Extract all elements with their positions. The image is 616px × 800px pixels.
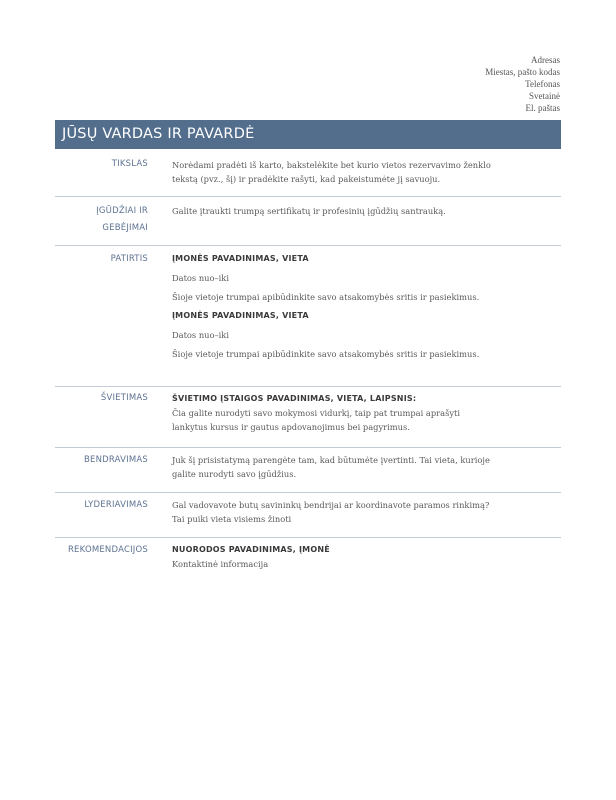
job-dates[interactable]: Datos nuo–iki (172, 273, 229, 283)
section-content-leadership (172, 498, 492, 526)
section-label-skills (55, 203, 148, 237)
section-label-skills-line2: GEBĖJIMAI (102, 223, 148, 233)
section-objective (55, 150, 561, 195)
job-dates[interactable]: Datos nuo–iki (172, 330, 229, 340)
section-label-communication: BENDRAVIMAS (83, 455, 148, 465)
section-skills (55, 196, 561, 244)
leadership-text[interactable]: Gal vadovavote butų savininkų bendrijai ar koordinavote paramos rinkimą? Tai puiki vieta visiems žinoti (172, 500, 490, 524)
section-content-experience (172, 252, 492, 361)
section-experience (55, 245, 561, 385)
section-content-communication (172, 453, 492, 481)
section-label-experience: PATIRTIS (110, 254, 148, 264)
section-content-education (172, 392, 492, 434)
name-header[interactable]: JŪSŲ VARDAS IR PAVARDĖ (55, 120, 561, 149)
section-leadership (55, 492, 561, 536)
contact-address[interactable]: Adresas (531, 55, 560, 65)
section-communication (55, 447, 561, 491)
skills-text[interactable]: Galite įtraukti trumpą sertifikatų ir profesinių įgūdžių santrauką. (172, 206, 446, 216)
section-content-skills (172, 204, 492, 218)
section-label-leadership: LYDERIAVIMAS (84, 500, 148, 510)
section-education (55, 386, 561, 446)
education-text[interactable]: Čia galite nurodyti savo mokymosi vidurkį, taip pat trumpai aprašyti lankytus kursus ir gautus apdovanojimus bei pagyrimus. (172, 408, 461, 432)
section-label-skills-line1: ĮGŪDŽIAI IR (96, 206, 148, 216)
reference-heading[interactable]: NUORODOS PAVADINIMAS, ĮMONĖ (172, 545, 330, 554)
section-references (55, 537, 561, 581)
section-content-objective (172, 158, 492, 186)
reference-contact[interactable]: Kontaktinė informacija (172, 559, 269, 569)
job-heading[interactable]: ĮMONĖS PAVADINIMAS, VIETA (172, 311, 309, 320)
education-heading[interactable]: ŠVIETIMO ĮSTAIGOS PAVADINIMAS, VIETA, LAIPSNIS: (172, 394, 417, 403)
section-label-education: ŠVIETIMAS (100, 393, 148, 403)
section-label-references: REKOMENDACIJOS (67, 545, 148, 555)
contact-block (485, 54, 560, 114)
job-description[interactable]: Šioje vietoje trumpai apibūdinkite savo atsakomybės sritis ir pasiekimus. (172, 349, 480, 359)
contact-city[interactable]: Miestas, pašto kodas (485, 67, 560, 77)
objective-text[interactable]: Norėdami pradėti iš karto, bakstelėkite bet kurio vietos rezervavimo ženklo tekstą (pvz., šį) ir pradėkite rašyti, kad pakeistumėte jį savuoju. (172, 160, 491, 184)
communication-text[interactable]: Juk šį prisistatymą parengėte tam, kad būtumėte įvertinti. Tai vieta, kurioje galite nurodyti savo įgūdžius. (172, 455, 490, 479)
contact-email[interactable]: El. paštas (525, 103, 560, 113)
job-heading[interactable]: ĮMONĖS PAVADINIMAS, VIETA (172, 254, 309, 263)
section-label-objective: TIKSLAS (111, 159, 148, 169)
job-description[interactable]: Šioje vietoje trumpai apibūdinkite savo atsakomybės sritis ir pasiekimus. (172, 292, 480, 302)
contact-phone[interactable]: Telefonas (525, 79, 560, 89)
section-content-references (172, 543, 492, 571)
contact-website[interactable]: Svetainė (529, 91, 560, 101)
